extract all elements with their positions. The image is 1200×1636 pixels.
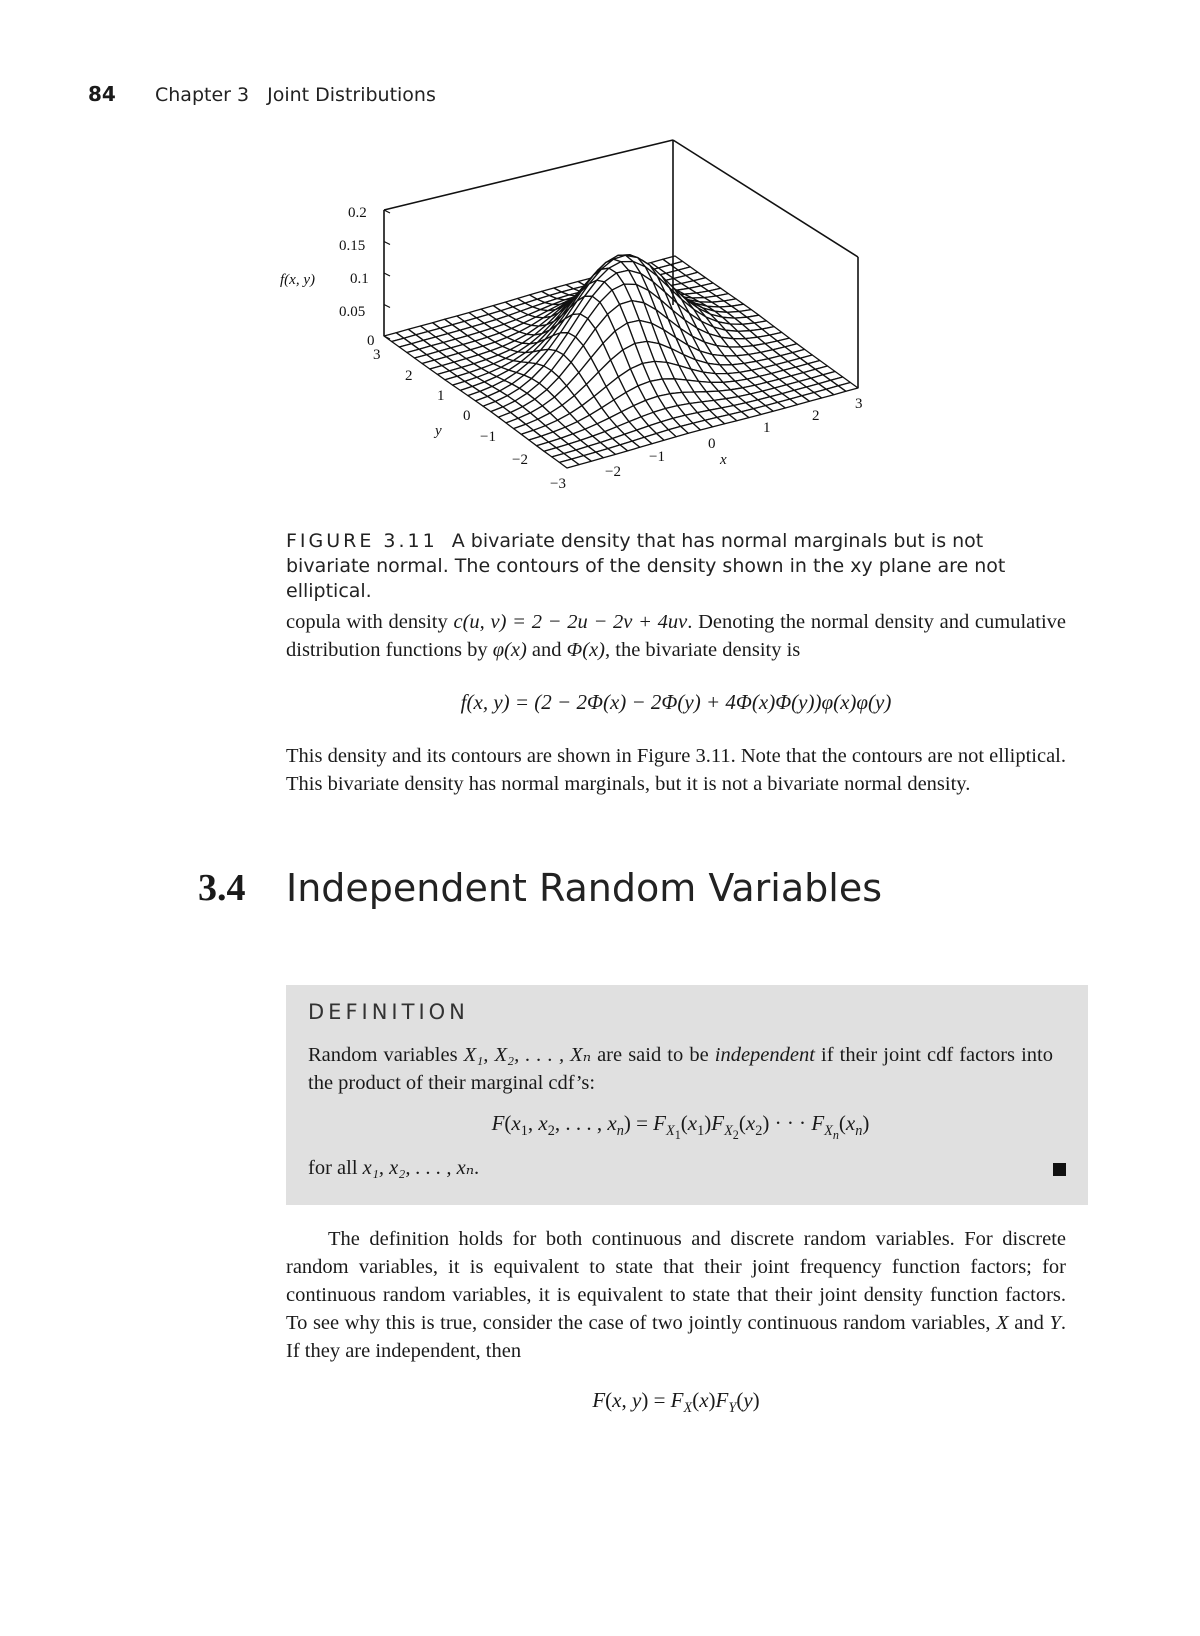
- section-title: Independent Random Variables: [286, 866, 882, 910]
- page-number: 84: [88, 82, 116, 106]
- text-run: , the bivariate density is: [605, 639, 801, 661]
- variable-Y: Y: [1049, 1312, 1061, 1334]
- chapter-title: Joint Distributions: [267, 84, 436, 106]
- text-run: . If they are independent, then: [286, 1312, 1066, 1362]
- x-tick-label: 0: [708, 436, 716, 452]
- figure-caption-text: A bivariate density that has normal marginals but is not bivariate normal. The contours of the density shown in the xy plane are not elliptical.: [286, 530, 1006, 602]
- z-tick-label: 0: [367, 333, 375, 349]
- x-axis-label: x: [720, 452, 727, 468]
- y-tick-label: −2: [512, 452, 528, 468]
- definition-text: [308, 1041, 1053, 1097]
- equation-joint-cdf: $F(x_1$, $x_2$, . . . , $x_n) = F_{X_1}(x_1)F_{X_2}(x_2)$ · · · $F_{X_n}(x_n)$: [491, 1111, 870, 1143]
- equation-product-cdf: F(x, $y) = F_X(x)F_Y(y)$: [592, 1388, 760, 1417]
- text-run: The definition holds for both continuous and discrete random variables. For discrete random variables, it is equivalent to state that their joint frequency function factors; for continuous random variables, it is equivalent to state that their joint density function factors. To see why this is true, consider the case of two jointly continuous random variables,: [286, 1228, 1066, 1334]
- y-tick-label: 0: [463, 408, 471, 424]
- emphasis-independent: independent: [714, 1044, 815, 1066]
- definition-box: [286, 985, 1088, 1205]
- x-tick-label: 1: [763, 420, 771, 436]
- box-right-top: [673, 140, 858, 257]
- x-tick-label: 3: [855, 396, 863, 412]
- y-tick-label: −1: [480, 429, 496, 445]
- surface-plot: [270, 130, 910, 510]
- text-run: Random variables: [308, 1044, 464, 1066]
- text-run: for all: [308, 1157, 363, 1179]
- figure-3-11: [270, 130, 910, 515]
- definition-footer: [308, 1155, 479, 1180]
- normal-density-symbol: φ(x): [492, 639, 527, 661]
- definition-label: DEFINITION: [308, 1000, 469, 1024]
- z-axis-label: f(x, y): [280, 272, 315, 288]
- paragraph-independence: [286, 1225, 1066, 1365]
- y-tick-label: −3: [550, 476, 566, 492]
- copula-density-formula: c(u, v) = 2 − 2u − 2v + 4uv: [453, 611, 688, 633]
- text-run: and: [526, 639, 567, 661]
- running-head: [155, 84, 454, 106]
- text-run: and: [1008, 1312, 1050, 1334]
- x-tick-label: 2: [812, 408, 820, 424]
- equation-bivariate-density: f(x, y) = (2 − 2Φ(x) − 2Φ(y) + 4Φ(x)Φ(y))φ(x)φ(y): [460, 690, 892, 714]
- y-axis-label: y: [435, 423, 442, 439]
- normal-cdf-symbol: Φ(x): [566, 639, 606, 661]
- z-tick-mark: [384, 273, 390, 276]
- z-tick-label: 0.1: [350, 271, 369, 287]
- x-tick-label: −2: [605, 464, 621, 480]
- definition-footer-vars: x₁, x₂, . . . , xₙ: [362, 1157, 475, 1179]
- z-tick-label: 0.2: [348, 205, 367, 221]
- z-tick-label: 0.15: [339, 238, 366, 254]
- surface-mesh: [384, 255, 858, 468]
- section-number: 3.4: [198, 867, 246, 909]
- text-run: are said to be: [591, 1044, 715, 1066]
- y-tick-label: 3: [373, 347, 381, 363]
- variable-X: X: [996, 1312, 1009, 1334]
- z-tick-mark: [384, 305, 390, 308]
- text-run: copula with density: [286, 611, 454, 633]
- x-tick-label: −1: [649, 449, 665, 465]
- figure-caption-label: FIGURE 3.11: [286, 530, 438, 552]
- text-run: .: [474, 1157, 480, 1179]
- chapter-number: Chapter 3: [155, 84, 250, 106]
- y-tick-label: 1: [437, 388, 445, 404]
- box-back-top: [384, 140, 673, 210]
- paragraph-contours: This density and its contours are shown in Figure 3.11. Note that the contours are not elliptical. This bivariate density has normal marginals, but it is not a bivariate normal density.: [286, 745, 1066, 795]
- text-run: . Denoting the normal density and cumulative distribution functions by: [286, 611, 1066, 661]
- end-of-definition-mark: [1053, 1163, 1066, 1176]
- figure-caption: [286, 529, 1066, 604]
- y-tick-label: 2: [405, 368, 413, 384]
- z-tick-mark: [384, 210, 390, 213]
- paragraph-copula: [286, 608, 1066, 664]
- text-run: if their joint cdf factors into the product of their marginal cdf’s:: [308, 1044, 1053, 1094]
- z-tick-label: 0.05: [339, 304, 366, 320]
- random-variables: X₁, X₂, . . . , Xₙ: [463, 1044, 591, 1066]
- z-tick-mark: [384, 242, 390, 245]
